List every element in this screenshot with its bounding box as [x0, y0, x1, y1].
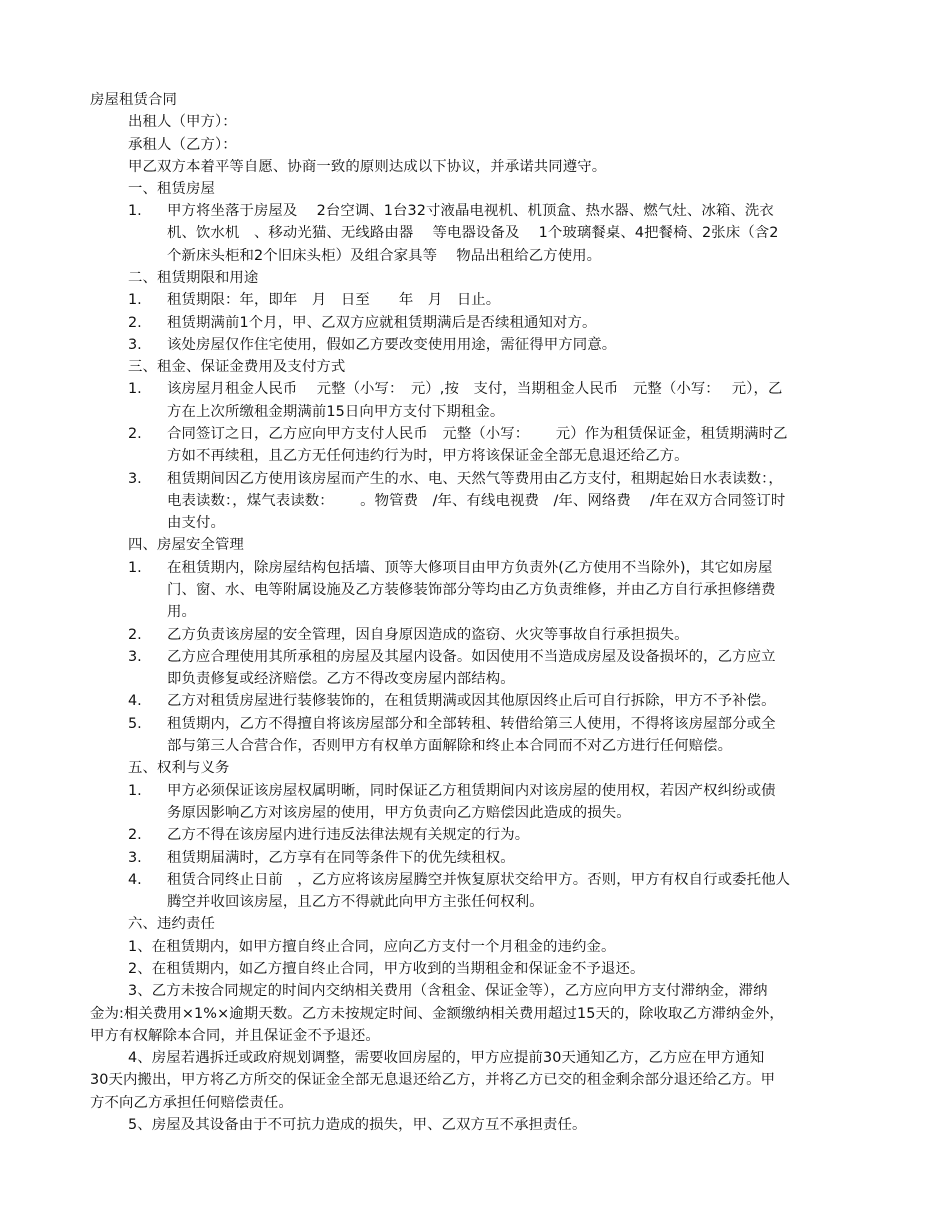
item-number: 3. [128, 850, 142, 866]
clause-line: 租赁期内，乙方不得擅自将该房屋部分和全部转租、转借给第三人使用，不得将该房屋部分或全 [167, 716, 776, 732]
item-number: 4. [128, 872, 142, 888]
section-heading: 六、违约责任 [128, 916, 215, 932]
item-number: 1. [128, 203, 142, 219]
liability-paragraph: 1、在租赁期内，如甲方擅自终止合同，应向乙方支付一个月租金的违约金。 [128, 939, 616, 955]
lessor-line: 出租人（甲方）： [128, 114, 237, 130]
item-number: 1. [128, 292, 142, 308]
clause-line: 部与第三人合营合作，否则甲方有权单方面解除和终止本合同而不对乙方进行任何赔偿。 [167, 738, 733, 754]
clause-line: 乙方不得在该房屋内进行违反法律法规有关规定的行为。 [167, 827, 530, 843]
clause-line: 方在上次所缴租金期满前15日向甲方支付下期租金。 [167, 404, 505, 420]
clause-line: 门、窗、水、电等附属设施及乙方装修装饰部分等均由乙方负责维修，并由乙方自行承担修缮费 [167, 582, 776, 598]
item-number: 2. [128, 315, 142, 331]
clause-line: 乙方负责该房屋的安全管理，因自身原因造成的盗窃、火灾等事故自行承担损失。 [167, 627, 689, 643]
liability-paragraph: 2、在租赁期内，如乙方擅自终止合同，甲方收到的当期租金和保证金不予退还。 [128, 961, 645, 977]
section-heading: 四、房屋安全管理 [128, 537, 244, 553]
section-heading: 五、权利与义务 [128, 760, 230, 776]
clause-line: 乙方对租赁房屋进行装修装饰的，在租赁期满或因其他原因终止后可自行拆除，甲方不予补偿。 [167, 693, 776, 709]
item-number: 3. [128, 471, 142, 487]
lessee-line: 承租人（乙方）： [128, 137, 237, 153]
liability-paragraph: 4、房屋若遇拆迁或政府规划调整，需要收回房屋的，甲方应提前30天通知乙方，乙方应在甲方通知 [128, 1050, 765, 1066]
clause-line: 租赁合同终止日前 ，乙方应将该房屋腾空并恢复原状交给甲方。否则，甲方有权自行或委托他人 [167, 872, 791, 888]
section-heading: 一、租赁房屋 [128, 181, 215, 197]
clause-line: 该房屋月租金人民币 元整（小写： 元）,按 支付，当期租金人民币 元整（小写： 元），乙 [167, 381, 783, 397]
clause-line: 即负责修复或经济赔偿。乙方不得改变房屋内部结构。 [167, 671, 515, 687]
clause-line: 甲方将坐落于房屋及 2台空调、1台32寸液晶电视机、机顶盒、热水器、燃气灶、冰箱、洗衣 [167, 203, 774, 219]
item-number: 4. [128, 693, 142, 709]
clause-line: 租赁期间因乙方使用该房屋而产生的水、电、天然气等费用由乙方支付，租期起始日水表读数：， [167, 471, 783, 487]
liability-paragraph: 5、房屋及其设备由于不可抗力造成的损失，甲、乙双方互不承担责任。 [128, 1117, 587, 1133]
liability-paragraph: 方不向乙方承担任何赔偿责任。 [90, 1095, 293, 1111]
clause-line: 由支付。 [167, 515, 225, 531]
clause-line: 在租赁期内，除房屋结构包括墙、顶等大修项目由甲方负责外(乙方使用不当除外)，其它如房屋 [167, 560, 773, 576]
clause-line: 合同签订之日，乙方应向甲方支付人民币 元整（小写： 元）作为租赁保证金，租赁期满时乙 [167, 426, 788, 442]
clause-line: 租赁期限：年，即年 月 日至 年 月 日止。 [167, 292, 501, 308]
clause-line: 务原因影响乙方对该房屋的使用，甲方负责向乙方赔偿因此造成的损失。 [167, 805, 631, 821]
clause-line: 个新床头柜和2个旧床头柜）及组合家具等 物品出租给乙方使用。 [167, 248, 602, 264]
section-heading: 三、租金、保证金费用及支付方式 [128, 359, 346, 375]
clause-line: 腾空并收回该房屋，且乙方不得就此向甲方主张任何权利。 [167, 894, 544, 910]
liability-paragraph: 3、乙方未按合同规定的时间内交纳相关费用（含租金、保证金等），乙方应向甲方支付滞纳金，滞纳 [128, 983, 768, 999]
item-number: 2. [128, 426, 142, 442]
clause-line: 电表读数：，煤气表读数： 。物管费 /年、有线电视费 /年、网络费 /年在双方合同签订时 [167, 493, 786, 509]
clause-line: 租赁期届满时，乙方享有在同等条件下的优先续租权。 [167, 850, 515, 866]
clause-line: 租赁期满前1个月，甲、乙双方应就租赁期满后是否续租通知对方。 [167, 315, 597, 331]
section-heading: 二、租赁期限和用途 [128, 270, 259, 286]
item-number: 1. [128, 381, 142, 397]
document-title: 房屋租赁合同 [90, 92, 177, 108]
clause-line: 乙方应合理使用其所承租的房屋及其屋内设备。如因使用不当造成房屋及设备损坏的，乙方应立 [167, 649, 776, 665]
liability-paragraph: 金为:相关费用×1%×逾期天数。乙方未按规定时间、金额缴纳相关费用超过15天的，除收取乙方滞纳金外， [90, 1006, 784, 1022]
clause-line: 方如不再续租，且乙方无任何违约行为时，甲方将该保证金全部无息退还给乙方。 [167, 448, 689, 464]
item-number: 2. [128, 627, 142, 643]
item-number: 3. [128, 337, 142, 353]
clause-line: 甲方必须保证该房屋权属明晰，同时保证乙方租赁期间内对该房屋的使用权，若因产权纠纷或债 [167, 783, 776, 799]
item-number: 1. [128, 560, 142, 576]
liability-paragraph: 30天内搬出，甲方将乙方所交的保证金全部无息退还给乙方，并将乙方已交的租金剩余部分退还给乙方。甲 [90, 1072, 776, 1088]
item-number: 1. [128, 783, 142, 799]
clause-line: 机、饮水机 、移动光猫、无线路由器 等电器设备及 1个玻璃餐桌、4把餐椅、2张床（含2 [167, 225, 779, 241]
clause-line: 该处房屋仅作住宅使用，假如乙方要改变使用用途，需征得甲方同意。 [167, 337, 617, 353]
intro-paragraph: 甲乙双方本着平等自愿、协商一致的原则达成以下协议，并承诺共同遵守。 [128, 159, 607, 175]
clause-line: 用。 [167, 604, 196, 620]
liability-paragraph: 甲方有权解除本合同，并且保证金不予退还。 [90, 1028, 380, 1044]
item-number: 2. [128, 827, 142, 843]
item-number: 3. [128, 649, 142, 665]
item-number: 5. [128, 716, 142, 732]
